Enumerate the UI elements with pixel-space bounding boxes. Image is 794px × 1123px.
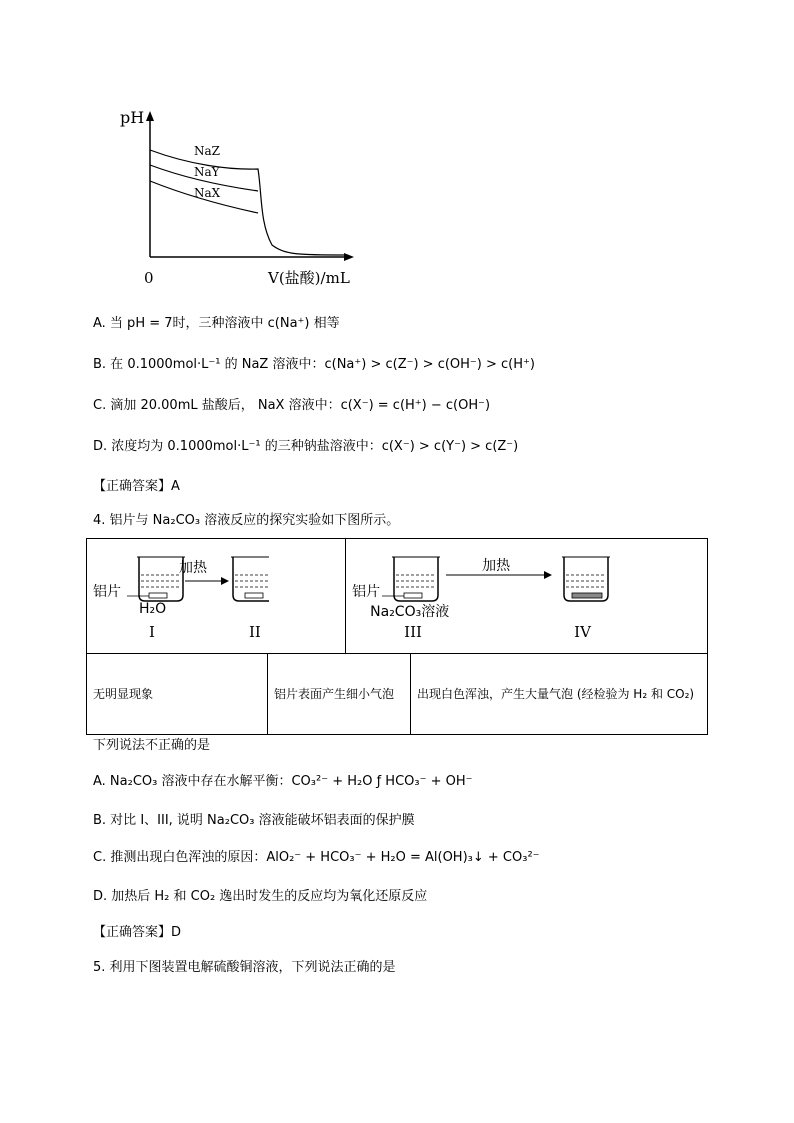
observation-1: 无明显现象 — [87, 654, 268, 735]
experiment-cell-1-2 — [87, 539, 346, 654]
curve-label-naz: NaZ — [194, 144, 220, 158]
y-axis-label: pH — [120, 108, 145, 127]
q4-prompt: 下列说法不正确的是 — [93, 738, 211, 753]
q4-stem: 4. 铝片与 Na₂CO₃ 溶液反应的探究实验如下图所示。 — [93, 513, 400, 528]
q3-option-c: C. 滴加 20.00mL 盐酸后， NaX 溶液中：c(X⁻) = c(H⁺) − c(OH⁻) — [93, 398, 491, 413]
roman-label-4: IV — [574, 623, 591, 641]
roman-label-2: II — [249, 623, 261, 641]
curve-label-nax: NaX — [194, 186, 221, 200]
q4-option-c: C. 推测出现白色浑浊的原因：AlO₂⁻ + HCO₃⁻ + H₂O = Al(OH)₃↓ + CO₃²⁻ — [93, 850, 540, 865]
al-label-2: 铝片 — [352, 584, 381, 600]
q4-option-d: D. 加热后 H₂ 和 CO₂ 逸出时发生的反应均为氧化还原反应 — [93, 889, 428, 904]
roman-label-1: I — [149, 623, 155, 641]
q4-option-a: A. Na₂CO₃ 溶液中存在水解平衡：CO₃²⁻ + H₂O ƒ HCO₃⁻ + OH⁻ — [93, 774, 473, 789]
q3-option-a: A. 当 pH = 7时，三种溶液中 c(Na⁺) 相等 — [93, 316, 340, 331]
heat-label-2: 加热 — [482, 558, 511, 574]
experiment-table — [86, 538, 708, 735]
x-axis-arrow — [344, 253, 354, 261]
titration-curve-figure — [110, 105, 380, 290]
origin-label: 0 — [144, 269, 154, 287]
curve-label-nay: NaY — [194, 165, 220, 179]
na2co3-label: Na₂CO₃溶液 — [370, 604, 450, 620]
q3-answer: 【正确答案】A — [93, 479, 180, 494]
observation-2: 铝片表面产生细小气泡 — [268, 654, 411, 735]
q5-stem: 5. 利用下图装置电解硫酸铜溶液，下列说法正确的是 — [93, 960, 396, 975]
q3-option-d: D. 浓度均为 0.1000mol·L⁻¹ 的三种钠盐溶液中：c(X⁻) > c(Y⁻) > c(Z⁻) — [93, 439, 519, 454]
x-axis-label: V(盐酸)/mL — [268, 269, 350, 287]
curve-naz — [150, 150, 346, 255]
al-label-1: 铝片 — [93, 584, 121, 600]
experiment-cell-3-4 — [346, 539, 708, 654]
roman-label-3: III — [404, 623, 422, 641]
y-axis-arrow — [146, 111, 154, 121]
q4-answer: 【正确答案】D — [93, 925, 182, 940]
water-label: H₂O — [139, 601, 167, 617]
observation-3: 出现白色浑浊，产生大量气泡 (经检验为 H₂ 和 CO₂) — [411, 654, 708, 735]
q3-option-b: B. 在 0.1000mol·L⁻¹ 的 NaZ 溶液中：c(Na⁺) > c(Z⁻) > c(OH⁻) > c(H⁺) — [93, 357, 535, 372]
q4-option-b: B. 对比 I、III, 说明 Na₂CO₃ 溶液能破坏铝表面的保护膜 — [93, 813, 415, 828]
heat-label-1: 加热 — [179, 560, 207, 576]
